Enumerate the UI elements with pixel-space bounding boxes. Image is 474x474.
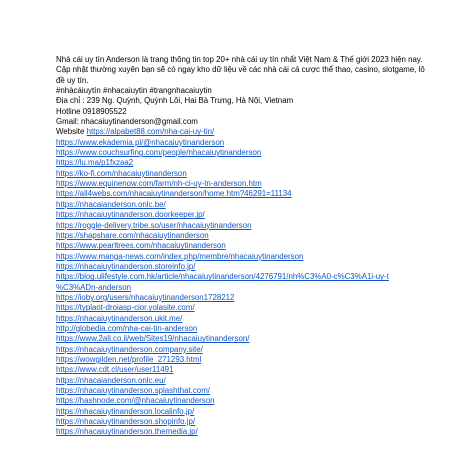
link-ekademia[interactable]: https://www.ekademia.pl/@nhacaiuytinanderson: [56, 137, 225, 147]
link-storeinfo[interactable]: https://nhacaiuytinanderson.storeinfo.jp/: [56, 261, 196, 271]
hotline-line: Hotline 0918905522: [56, 106, 127, 116]
website-link[interactable]: https://alpabet88.com/nha-cai-uy-tin/: [86, 127, 215, 137]
address-line: Địa chỉ : 239 Ng. Quỳnh, Quỳnh Lôi, Hai Bà Trưng, Hà Nội, Vietnam: [56, 96, 294, 106]
link-all4webs[interactable]: https://all4webs.com/nhacaiuytinanderson/home.htm?46291=11134: [56, 189, 292, 199]
link-onlc-eu[interactable]: https://nhacaianderson.onlc.eu/: [56, 375, 166, 385]
link-cdt[interactable]: https://www.cdt.cl/user/user11491: [56, 365, 174, 375]
intro-paragraph: Nhà cái uy tín Anderson là trang thông tin top 20+ nhà cái uy tín nhất Việt Nam & Thế giới 2023 hiện nay. Cập nhật thường xuyên bạn sẽ có ngay kho dữ liệu về các nhà cái cá cược thể thao, casino, slotgame, lô đề uy tín.: [56, 55, 425, 85]
link-couchsurfing[interactable]: https://www.couchsurfing.com/people/nhacaiuytinanderson: [56, 148, 262, 158]
link-splashthat[interactable]: https://nhacaiuytinanderson.splashthat.com/: [56, 386, 210, 395]
link-ukit[interactable]: https://nhacaiuytinanderson.ukit.me/: [56, 313, 183, 323]
link-ulifestyle[interactable]: https://blog.ulifestyle.com.hk/article/nhacaiuytinanderson/4276791/nh%C3%A0-c%C3%A1i-uy-t: [56, 272, 389, 282]
link-ulifestyle-cont[interactable]: %C3%ADn-anderson: [56, 282, 131, 292]
link-kofi[interactable]: https://ko-fi.com/nhacaiuytinanderson: [56, 168, 187, 178]
link-ioby[interactable]: https://ioby.org/users/nhacaiuytinanderson1728212: [56, 292, 235, 302]
link-wowgilden[interactable]: https://wowgilden.net/profile_271293.html: [56, 354, 202, 364]
link-hashnode[interactable]: https://hashnode.com/@nhacaiuytinanderson: [56, 396, 215, 406]
link-onlc-be[interactable]: https://nhacaianderson.onlc.be/: [56, 199, 166, 209]
link-luma[interactable]: https://lu.ma/p1fxzaa2: [56, 158, 134, 168]
hashtags-line: #nhàcáiuytín #nhacaiuytin #trangnhacaiuytin: [56, 86, 212, 96]
gmail-line: Gmail: nhacaiuytinanderson@gmail.com: [56, 117, 198, 127]
link-manga-news[interactable]: https://www.manga-news.com/index.php/membre/nhacaiuytinanderson: [56, 251, 304, 261]
website-line: [56, 127, 428, 137]
link-doorkeeper[interactable]: https://nhacaiuytinanderson.doorkeeper.jp/: [56, 210, 205, 220]
website-label: Website: [56, 127, 87, 137]
link-equinenow[interactable]: https://www.equinenow.com/farm/nh-ci-uy-tn-anderson.htm: [56, 179, 262, 189]
link-shopinfo[interactable]: https://nhacaiuytinanderson.shopinfo.jp/: [56, 417, 196, 427]
link-yolasite[interactable]: https://typlaot-droiasp-cior.yolasite.com/: [56, 303, 195, 313]
link-pearltrees[interactable]: https://www.pearltrees.com/nhacaiuytinanderson: [56, 241, 226, 251]
link-globedia[interactable]: http://globedia.com/nha-cai-tin-anderson: [56, 323, 198, 333]
link-themedia[interactable]: https://nhacaiuytinanderson.themedia.jp/: [56, 427, 198, 437]
link-company-site[interactable]: https://nhacaiuytinanderson.company.site/: [56, 344, 203, 354]
document-body: [56, 55, 428, 438]
link-roggle[interactable]: https://roggle-delivery.tribe.so/user/nhacaiuytinanderson: [56, 220, 252, 230]
link-shapshare[interactable]: https://shapshare.com/nhacaiuytinanderson: [56, 230, 209, 240]
link-localinfo[interactable]: https://nhacaiuytinanderson.localinfo.jp/: [56, 406, 195, 416]
link-2all[interactable]: https://www.2all.co.il/web/Sites19/nhacaiuytinanderson/: [56, 334, 250, 344]
